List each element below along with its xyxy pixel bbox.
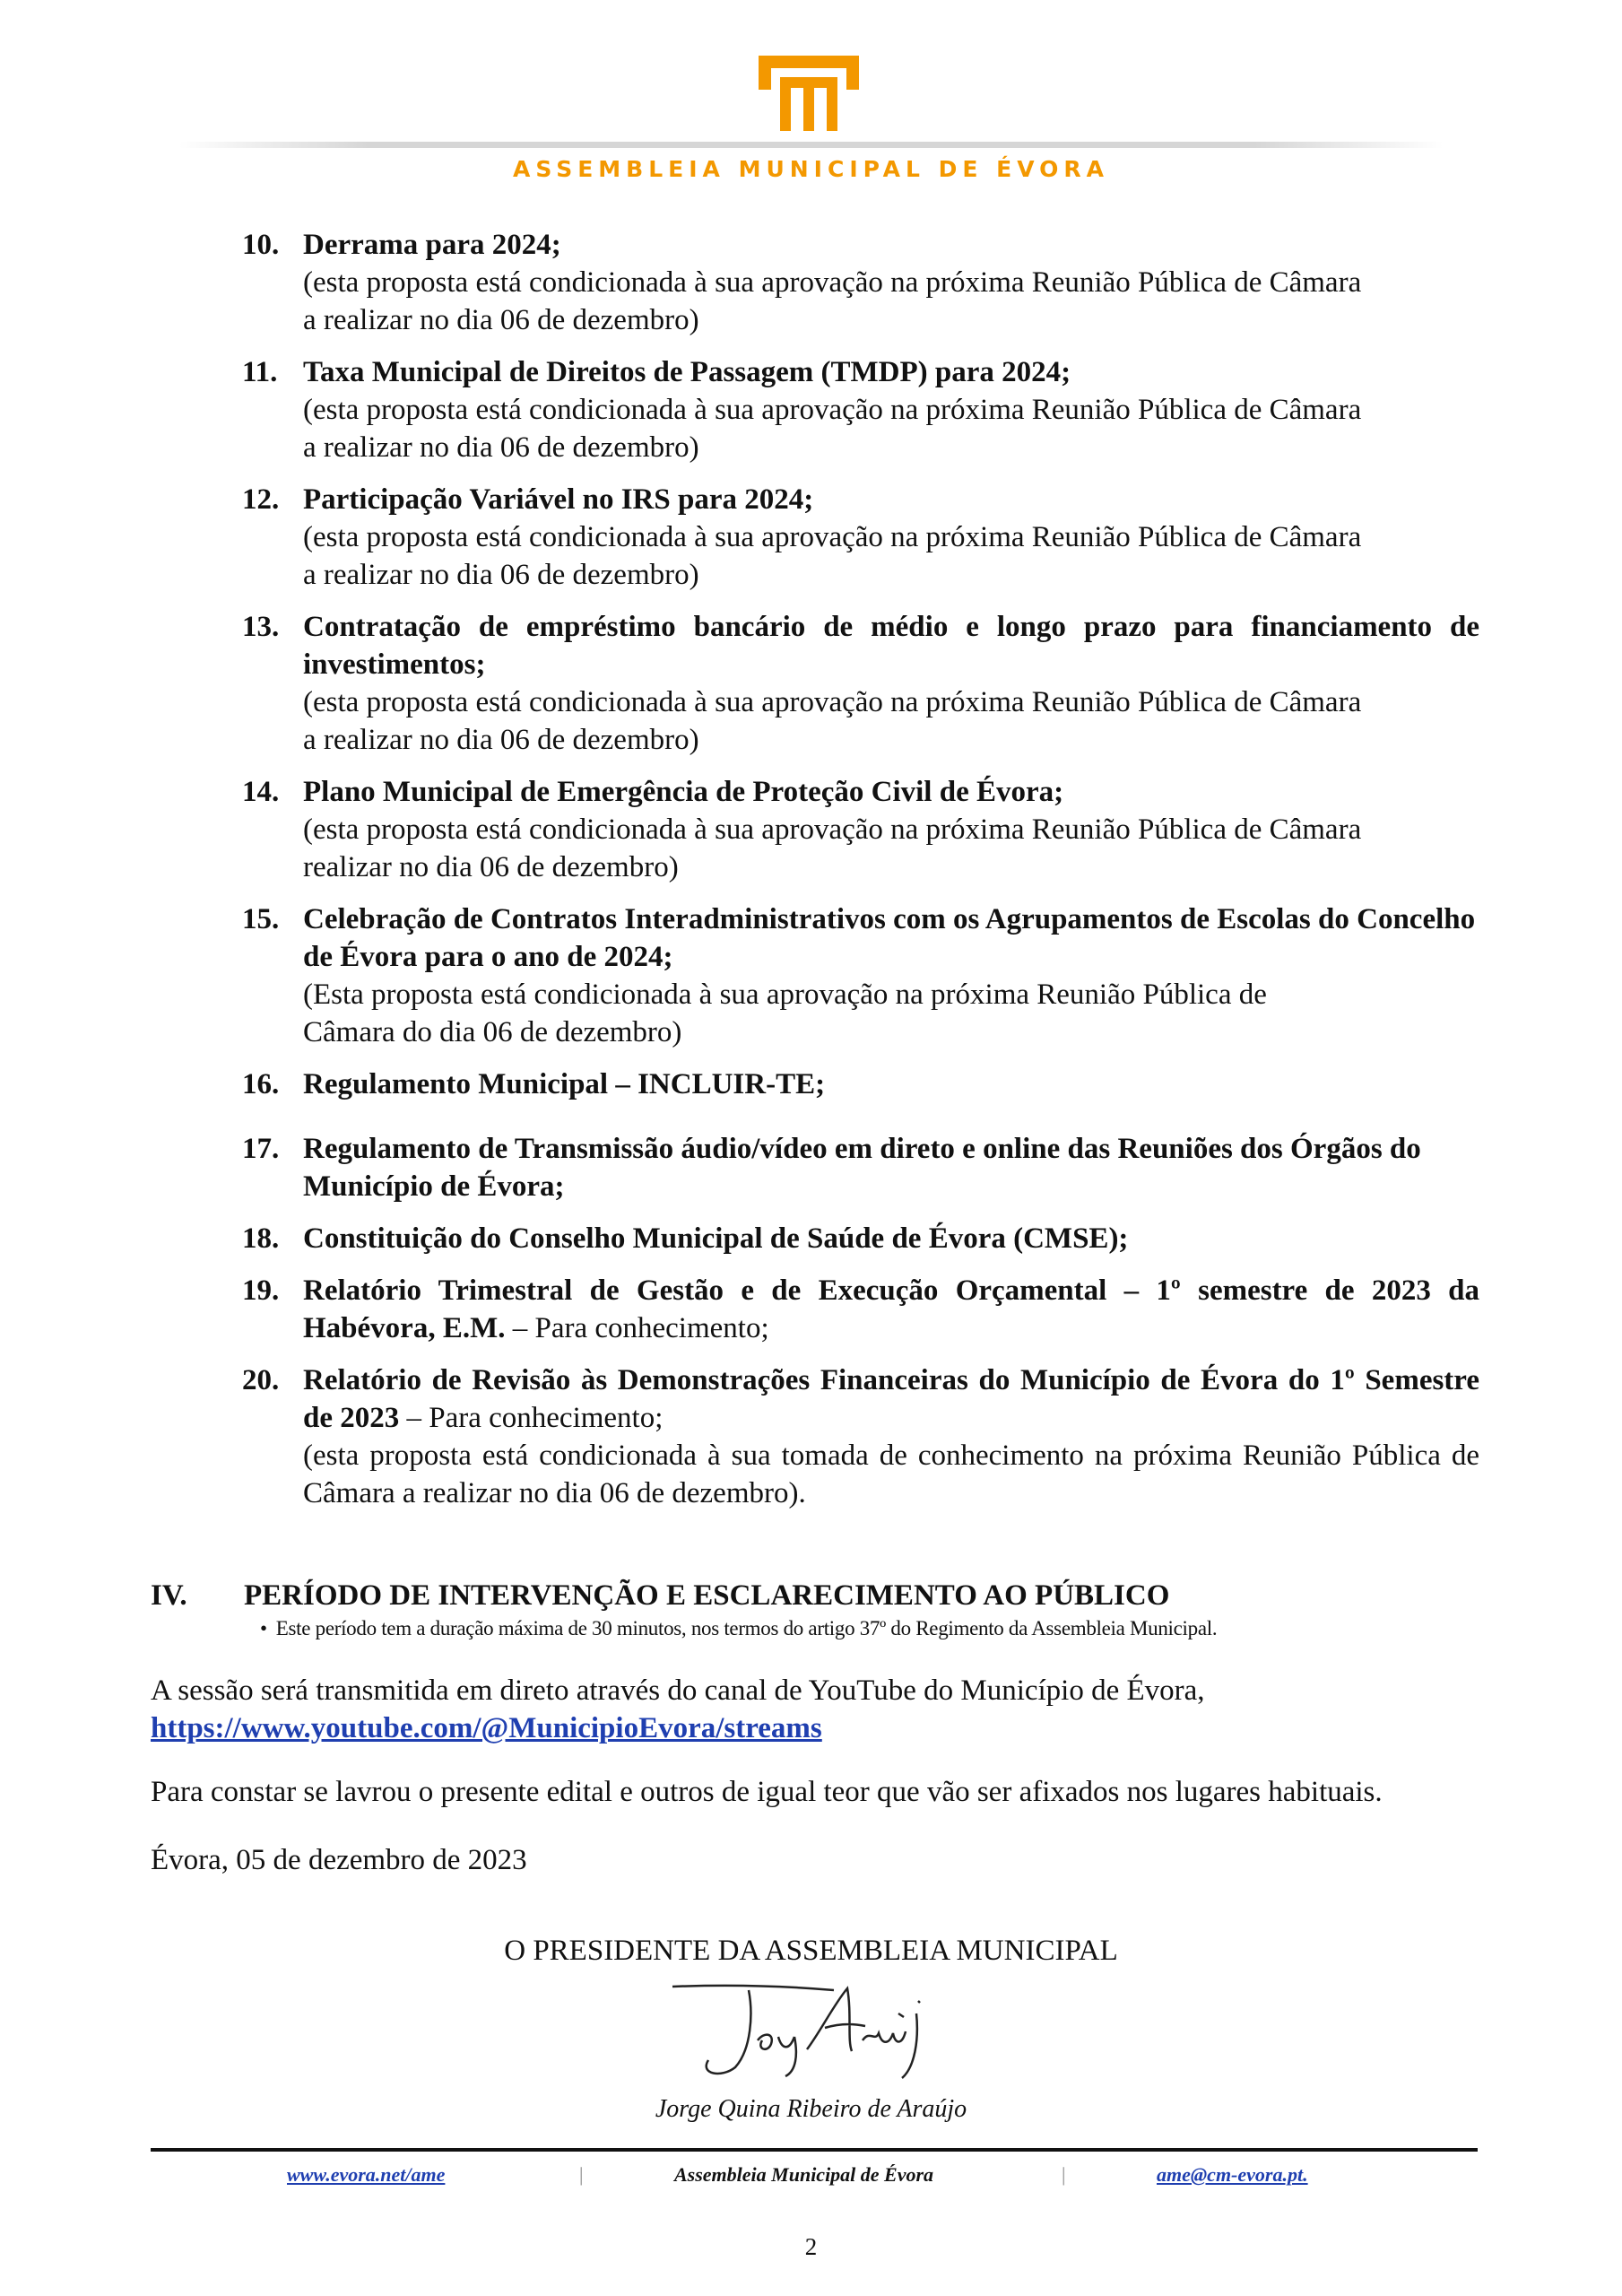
item-note: (esta proposta está condicionada à sua aprovação na próxima Reunião Pública de Câmara — [303, 266, 1362, 299]
item-title: Celebração de Contratos Interadministrativos com os Agrupamentos de Escolas do Concelho de Évora para o ano de 2024; — [303, 903, 1476, 973]
item-title: Regulamento Municipal – INCLUIR-TE; — [303, 1068, 826, 1100]
item-title: Derrama para 2024; — [303, 229, 561, 261]
item-title: Relatório Trimestral de Gestão e de Execução Orçamental – 1º semestre de 2023 da Habévora, E.M. — [303, 1274, 1479, 1344]
agenda-item — [242, 353, 1479, 466]
footer-org: Assembleia Municipal de Évora — [674, 2163, 934, 2186]
agenda-item — [242, 1361, 1479, 1512]
assembly-logo-icon — [759, 56, 859, 131]
item-note: a realizar no dia 06 de dezembro) — [303, 304, 699, 336]
header-divider — [179, 142, 1444, 148]
signature-heading: O PRESIDENTE DA ASSEMBLEIA MUNICIPAL — [504, 1935, 1118, 1967]
item-number: 12. — [242, 483, 280, 516]
item-number: 13. — [242, 611, 280, 643]
agenda-item — [242, 1272, 1479, 1347]
footer-email-link[interactable]: ame@cm-evora.pt. — [1157, 2163, 1308, 2186]
closing-paragraph: Para constar se lavrou o presente edital e outros de igual teor que vão ser afixados nos lugares habituais. — [151, 1776, 1383, 1808]
handwritten-signature — [664, 1978, 959, 2085]
item-note: (esta proposta está condicionada à sua aprovação na próxima Reunião Pública de Câmara — [303, 521, 1362, 553]
footer-email — [1157, 2163, 1308, 2187]
item-note: realizar no dia 06 de dezembro) — [303, 851, 679, 883]
item-number: 16. — [242, 1068, 280, 1100]
item-note: a realizar no dia 06 de dezembro) — [303, 559, 699, 591]
item-title: Plano Municipal de Emergência de Proteção Civil de Évora; — [303, 776, 1064, 808]
item-number: 19. — [242, 1274, 280, 1307]
section-bullet — [260, 1614, 1478, 1643]
agenda-item — [242, 481, 1479, 594]
item-number: 14. — [242, 776, 280, 808]
item-note: (esta proposta está condicionada à sua tomada de conhecimento na próxima Reunião Pública de Câmara a realizar no dia 06 de dezembro). — [303, 1439, 1479, 1509]
item-title: Taxa Municipal de Direitos de Passagem (TMDP) para 2024; — [303, 356, 1071, 388]
item-title: Relatório de Revisão às Demonstrações Financeiras do Município de Évora do 1º Semestre de 2023 — [303, 1364, 1479, 1434]
section-roman: IV. — [151, 1579, 187, 1612]
footer-separator: | — [1062, 2163, 1066, 2186]
stream-link[interactable]: https://www.youtube.com/@MunicipioEvora/streams — [151, 1712, 822, 1744]
footer-separator: | — [579, 2163, 584, 2186]
footer-website — [287, 2163, 445, 2187]
section-title: PERÍODO DE INTERVENÇÃO E ESCLARECIMENTO AO PÚBLICO — [244, 1579, 1170, 1612]
stream-text: A sessão será transmitida em direto através do canal de YouTube do Município de Évora, — [151, 1674, 1205, 1707]
section-heading — [151, 1577, 1478, 1614]
item-suffix: – Para conhecimento; — [505, 1312, 769, 1344]
footer-divider — [151, 2148, 1478, 2152]
agenda-item — [242, 1220, 1479, 1257]
item-suffix: – Para conhecimento; — [399, 1402, 664, 1434]
item-title: Regulamento de Transmissão áudio/vídeo em direto e online das Reuniões dos Órgãos do Município de Évora; — [303, 1133, 1421, 1203]
item-title: Participação Variável no IRS para 2024; — [303, 483, 814, 516]
item-number: 18. — [242, 1222, 280, 1255]
item-note: a realizar no dia 06 de dezembro) — [303, 431, 699, 464]
item-number: 15. — [242, 903, 280, 935]
agenda-list — [242, 226, 1479, 1512]
date-line: Évora, 05 de dezembro de 2023 — [151, 1844, 527, 1876]
item-note: (Esta proposta está condicionada à sua aprovação na próxima Reunião Pública de — [303, 978, 1267, 1011]
item-note: Câmara do dia 06 de dezembro) — [303, 1016, 682, 1048]
bullet-text: Este período tem a duração máxima de 30 minutos, nos termos do artigo 37º do Regimento da Assembleia Municipal. — [275, 1617, 1218, 1639]
agenda-item — [242, 900, 1479, 1051]
page-number: 2 — [804, 2233, 818, 2260]
agenda-item — [242, 1130, 1479, 1205]
item-note: (esta proposta está condicionada à sua aprovação na próxima Reunião Pública de Câmara — [303, 394, 1362, 426]
item-number: 10. — [242, 229, 280, 261]
section-iv — [151, 1577, 1478, 1643]
agenda-item — [242, 773, 1479, 886]
item-note: a realizar no dia 06 de dezembro) — [303, 724, 699, 756]
header-org-name: ASSEMBLEIA MUNICIPAL DE ÉVORA — [512, 156, 1110, 182]
footer-website-link[interactable]: www.evora.net/ame — [287, 2163, 446, 2186]
item-number: 11. — [242, 356, 278, 388]
agenda-item — [242, 226, 1479, 339]
bullet-icon: • — [260, 1617, 267, 1639]
item-note: (esta proposta está condicionada à sua aprovação na próxima Reunião Pública de Câmara — [303, 813, 1362, 846]
item-number: 17. — [242, 1133, 280, 1165]
signatory-name: Jorge Quina Ribeiro de Araújo — [655, 2095, 967, 2123]
agenda-item — [242, 608, 1479, 759]
item-note: (esta proposta está condicionada à sua aprovação na próxima Reunião Pública de Câmara — [303, 686, 1362, 718]
item-title: Contratação de empréstimo bancário de médio e longo prazo para financiamento de investimentos; — [303, 611, 1479, 681]
stream-paragraph — [151, 1672, 1478, 1747]
agenda-item — [242, 1065, 1479, 1103]
item-number: 20. — [242, 1364, 280, 1396]
item-title: Constituição do Conselho Municipal de Saúde de Évora (CMSE); — [303, 1222, 1129, 1255]
